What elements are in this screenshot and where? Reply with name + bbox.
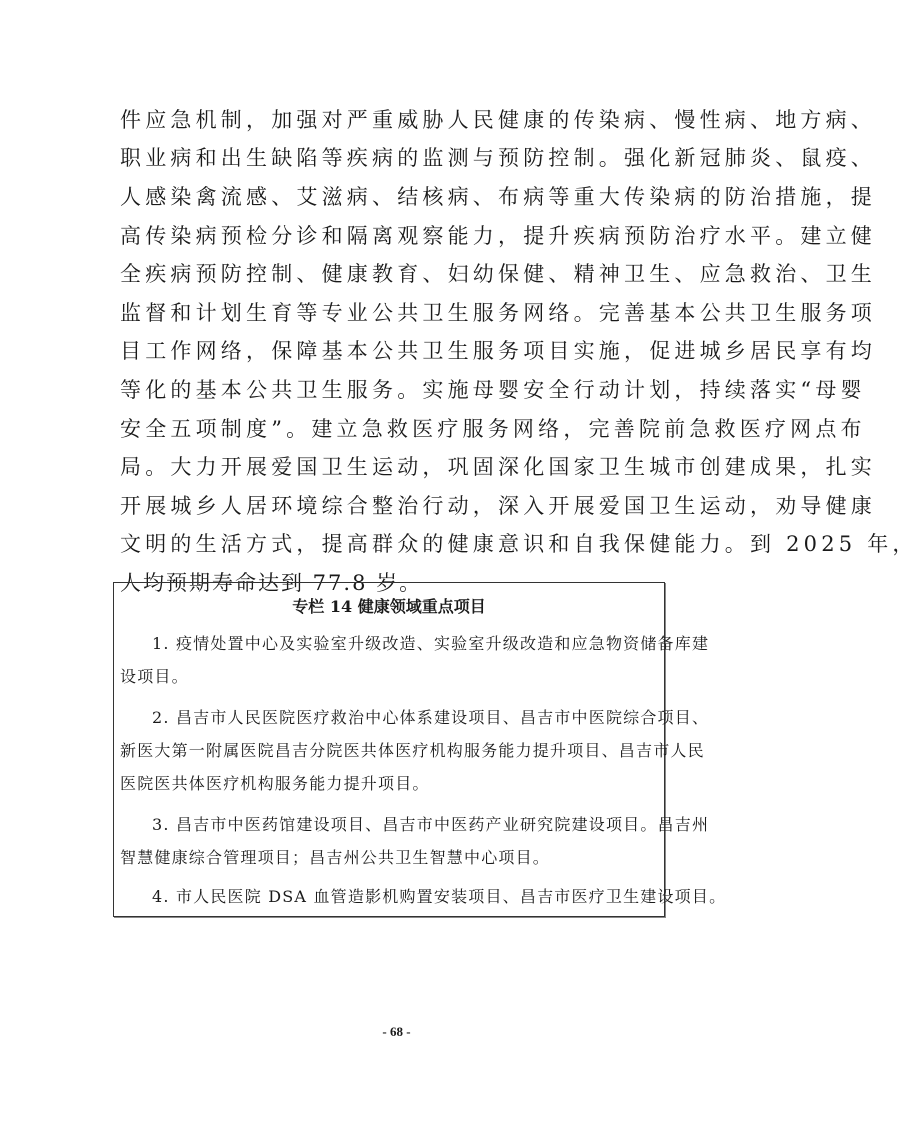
- paragraph-line: 文明的生活方式，提高群众的健康意识和自我保健能力。到 2025 年，: [120, 532, 918, 556]
- page-number: - 68 -: [382, 1024, 411, 1039]
- paragraph-line: 监督和计划生育等专业公共卫生服务网络。完善基本公共卫生服务项: [120, 301, 876, 325]
- paragraph-line: 安全五项制度”。建立急救医疗服务网络，完善院前急救医疗网点布: [120, 417, 866, 441]
- paragraph-line: 局。大力开展爱国卫生运动，巩固深化国家卫生城市创建成果，扎实: [120, 455, 876, 479]
- project-item-1: 1. 疫情处置中心及实验室升级改造、实验室升级改造和应急物资储备库建: [152, 634, 710, 653]
- paragraph-line: 职业病和出生缺陷等疾病的监测与预防控制。强化新冠肺炎、鼠疫、: [120, 146, 876, 170]
- paragraph-line: 高传染病预检分诊和隔离观察能力，提升疾病预防治疗水平。建立健: [120, 224, 876, 248]
- paragraph-line: 人感染禽流感、艾滋病、结核病、布病等重大传染病的防治措施，提: [120, 185, 876, 209]
- paragraph-line: 全疾病预防控制、健康教育、妇幼保健、精神卫生、应急救治、卫生: [120, 262, 876, 286]
- project-item-2-cont: 新医大第一附属医院昌吉分院医共体医疗机构服务能力提升项目、昌吉市人民: [120, 741, 705, 760]
- column-box-title: 专栏 14 健康领域重点项目: [292, 597, 486, 616]
- paragraph-line: 件应急机制，加强对严重威胁人民健康的传染病、慢性病、地方病、: [120, 108, 876, 132]
- paragraph-line: 等化的基本公共卫生服务。实施母婴安全行动计划，持续落实“母婴: [120, 378, 866, 402]
- project-item-3: 3. 昌吉市中医药馆建设项目、昌吉市中医药产业研究院建设项目。昌吉州: [152, 815, 710, 834]
- column-box: [113, 582, 727, 917]
- paragraph-line: 人均预期寿命达到 77.8 岁。: [120, 571, 423, 595]
- project-item-3-cont: 智慧健康综合管理项目；昌吉州公共卫生智慧中心项目。: [120, 848, 551, 867]
- project-item-2: 2. 昌吉市人民医院医疗救治中心体系建设项目、昌吉市中医院综合项目、: [152, 708, 710, 727]
- project-item-1-cont: 设项目。: [120, 667, 189, 686]
- project-item-2-cont: 医院医共体医疗机构服务能力提升项目。: [120, 774, 430, 793]
- paragraph-line: 开展城乡人居环境综合整治行动，深入开展爱国卫生运动，劝导健康: [120, 494, 876, 518]
- project-item-4: 4. 市人民医院 DSA 血管造影机购置安装项目、昌吉市医疗卫生建设项目。: [152, 887, 727, 906]
- paragraph-line: 目工作网络，保障基本公共卫生服务项目实施，促进城乡居民享有均: [120, 339, 876, 363]
